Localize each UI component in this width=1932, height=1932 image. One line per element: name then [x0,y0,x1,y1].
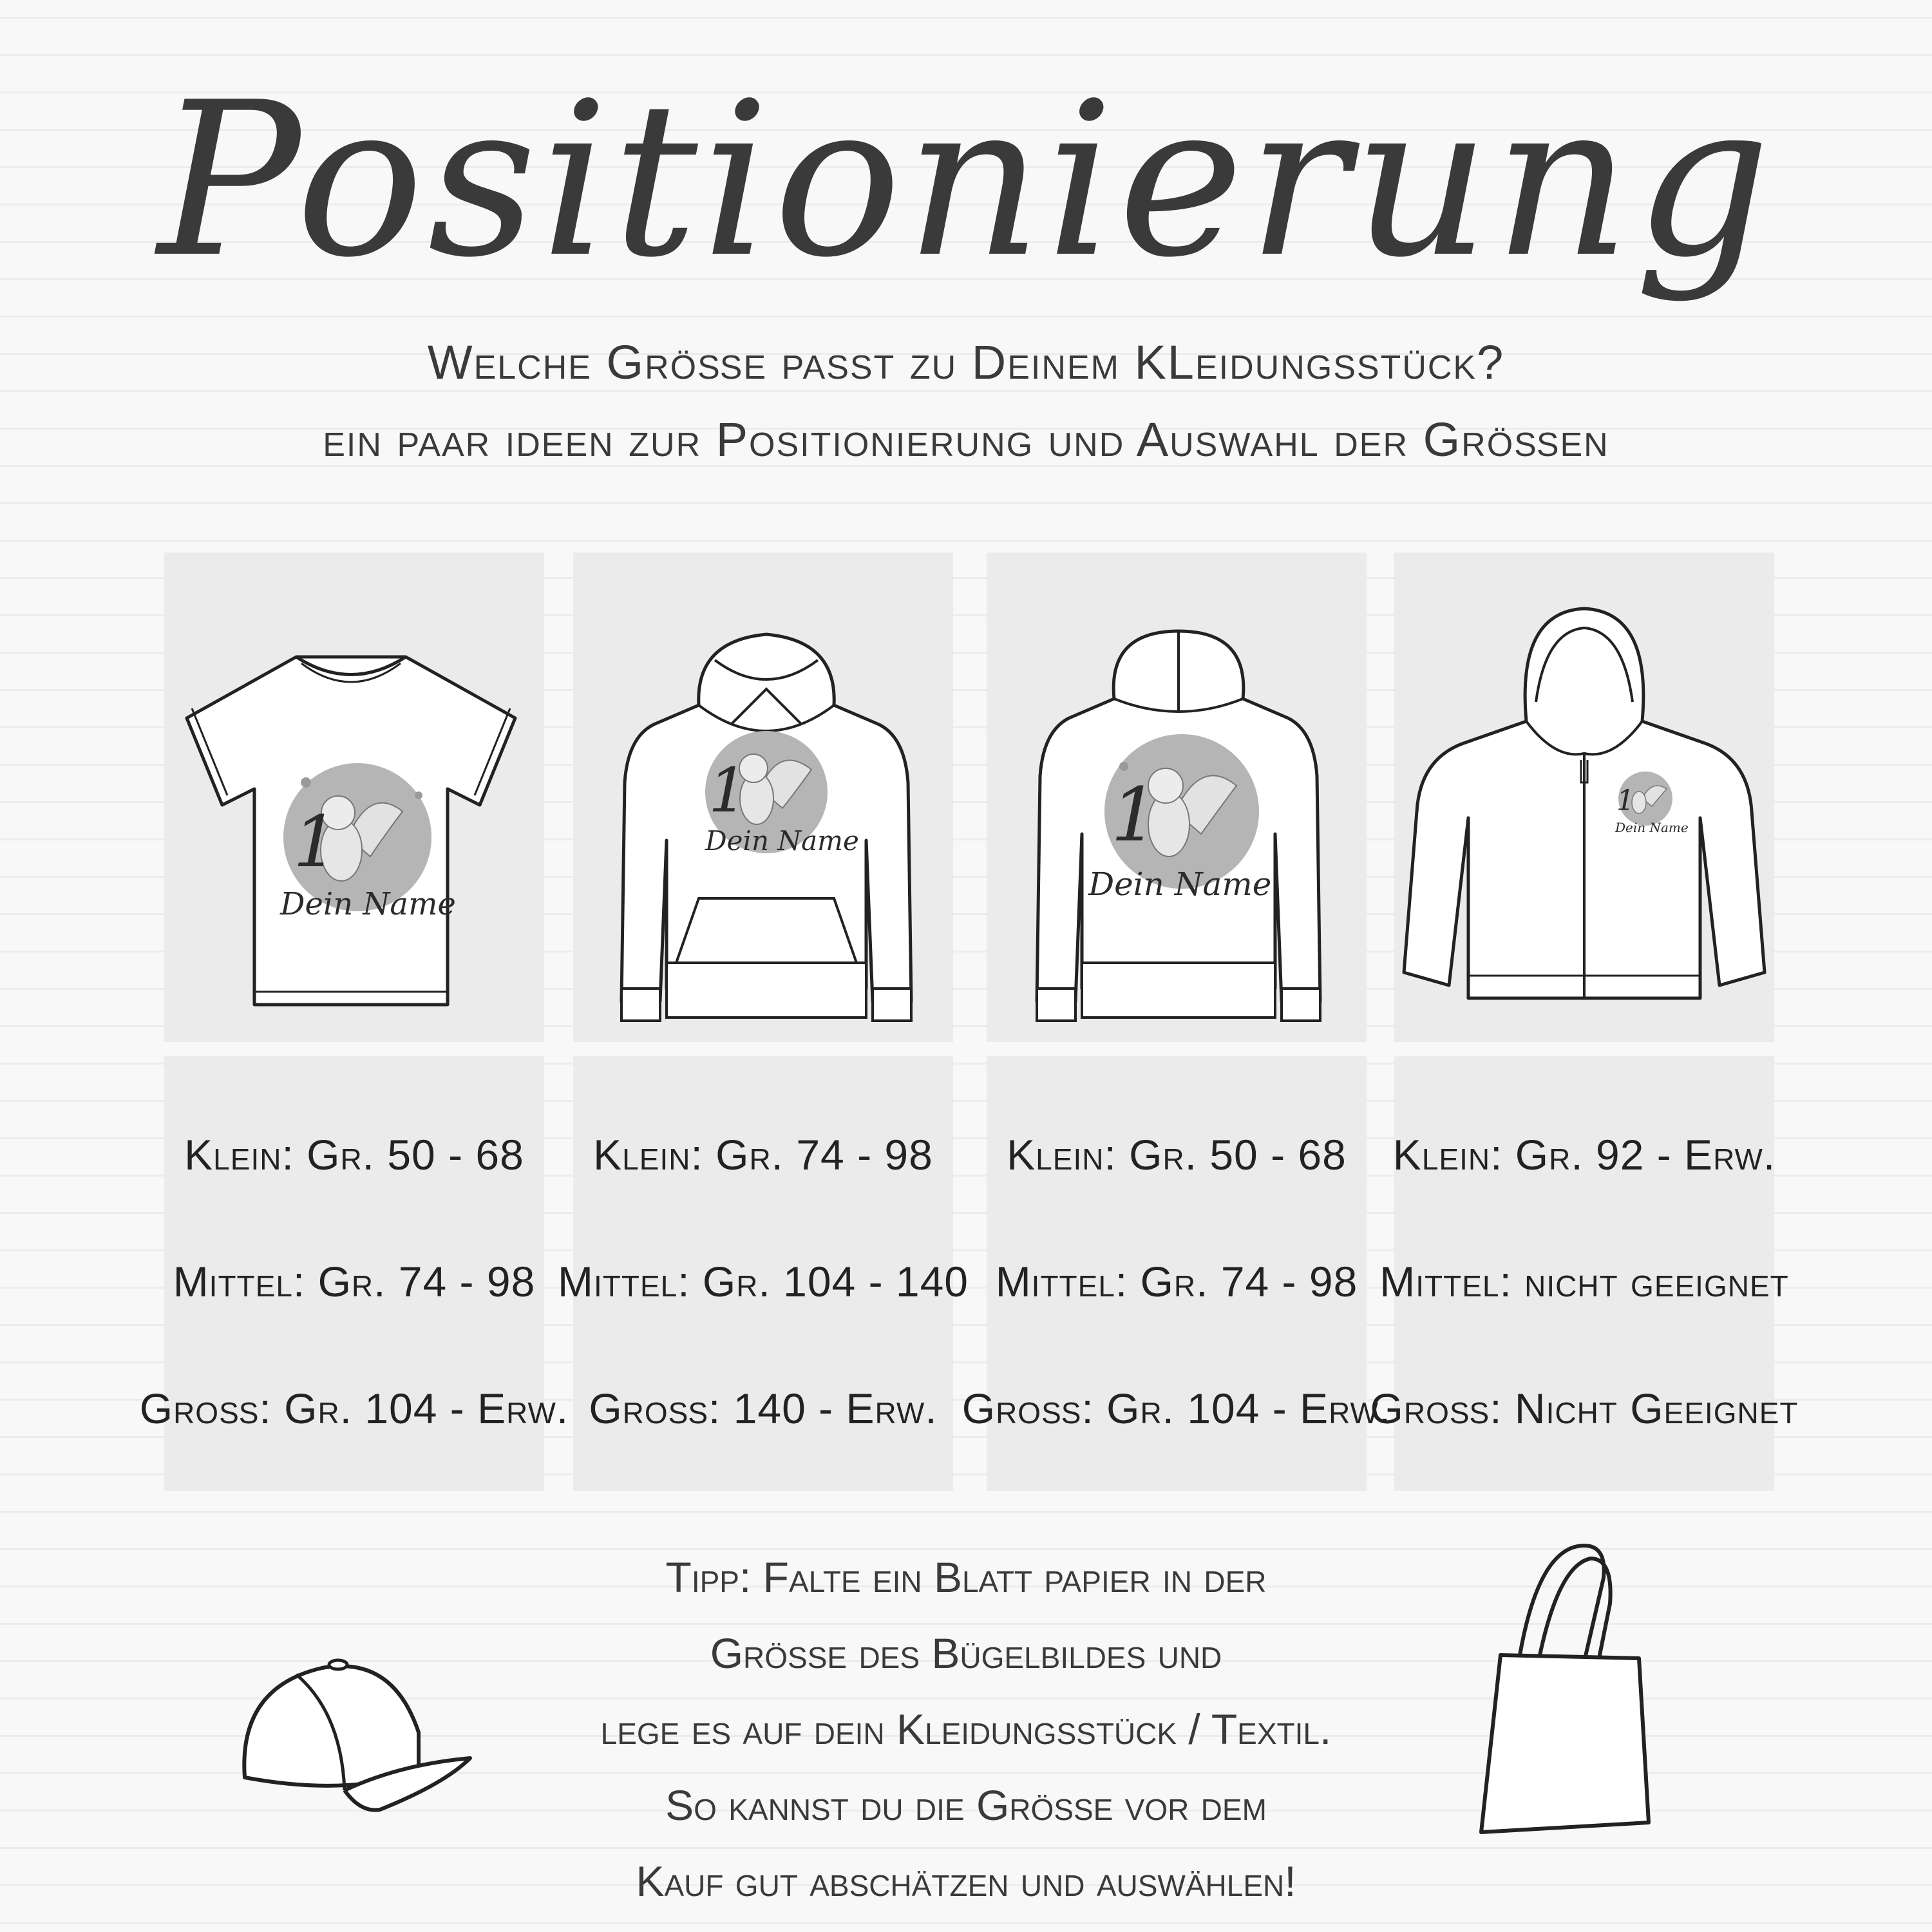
hoodie-front-size-list [558,1130,969,1433]
tshirt-icon [177,644,525,1018]
motif-number: 1 [708,755,748,826]
tip-line: So kannst du die Größe vor dem [665,1781,1267,1829]
size-medium: Mittel: Gr. 74 - 98 [173,1258,536,1305]
size-large: Groß: Nicht Geeignet [1370,1385,1799,1432]
motif-name: Dein Name [280,886,456,922]
subtitle-question: Welche Größe passt zu Deinem KLeidungsstück? [427,336,1505,389]
tshirt-size-list [139,1130,569,1433]
size-small: Klein: Gr. 50 - 68 [184,1131,524,1179]
tip-line: lege es auf dein Kleidungsstück / Textil. [600,1705,1332,1753]
size-large: Groß: 140 - Erw. [589,1385,938,1432]
hoodie-back-icon [1018,628,1340,1027]
tip-text [567,1539,1365,1919]
size-small: Klein: Gr. 92 - Erw. [1392,1131,1776,1179]
hoodie-front-icon [602,628,931,1027]
motif-number: 1 [1111,772,1159,858]
size-large: Groß: Gr. 104 - Erw. [961,1385,1392,1432]
tip-line: Kauf gut abschätzen und auswählen! [636,1857,1296,1905]
motif-name: Dein Name [1088,866,1272,903]
size-small: Klein: Gr. 74 - 98 [593,1131,933,1179]
zip-jacket-icon [1397,605,1771,1018]
cap-icon [232,1636,477,1842]
motif-number: 1 [293,800,338,883]
size-medium: Mittel: Gr. 74 - 98 [995,1258,1358,1305]
motif-name: Dein Name [1615,820,1689,835]
size-small: Klein: Gr. 50 - 68 [1007,1131,1347,1179]
subtitle-ideas: ein paar ideen zur Positionierung und Auswahl der Größen [323,413,1609,466]
tote-bag-icon [1468,1539,1662,1842]
size-medium: Mittel: nicht geeignet [1379,1258,1789,1305]
tip-line: Tipp: Falte ein Blatt papier in der [665,1553,1267,1601]
tip-line: Größe des Bügelbildes und [710,1629,1222,1677]
size-large: Groß: Gr. 104 - Erw. [139,1385,569,1432]
size-medium: Mittel: Gr. 104 - 140 [558,1258,969,1305]
hoodie-back-size-list [961,1130,1392,1433]
motif-name: Dein Name [705,825,859,857]
zip-jacket-size-list [1370,1130,1799,1433]
page-title: Positionierung [157,57,1775,304]
motif-number: 1 [1616,784,1634,817]
